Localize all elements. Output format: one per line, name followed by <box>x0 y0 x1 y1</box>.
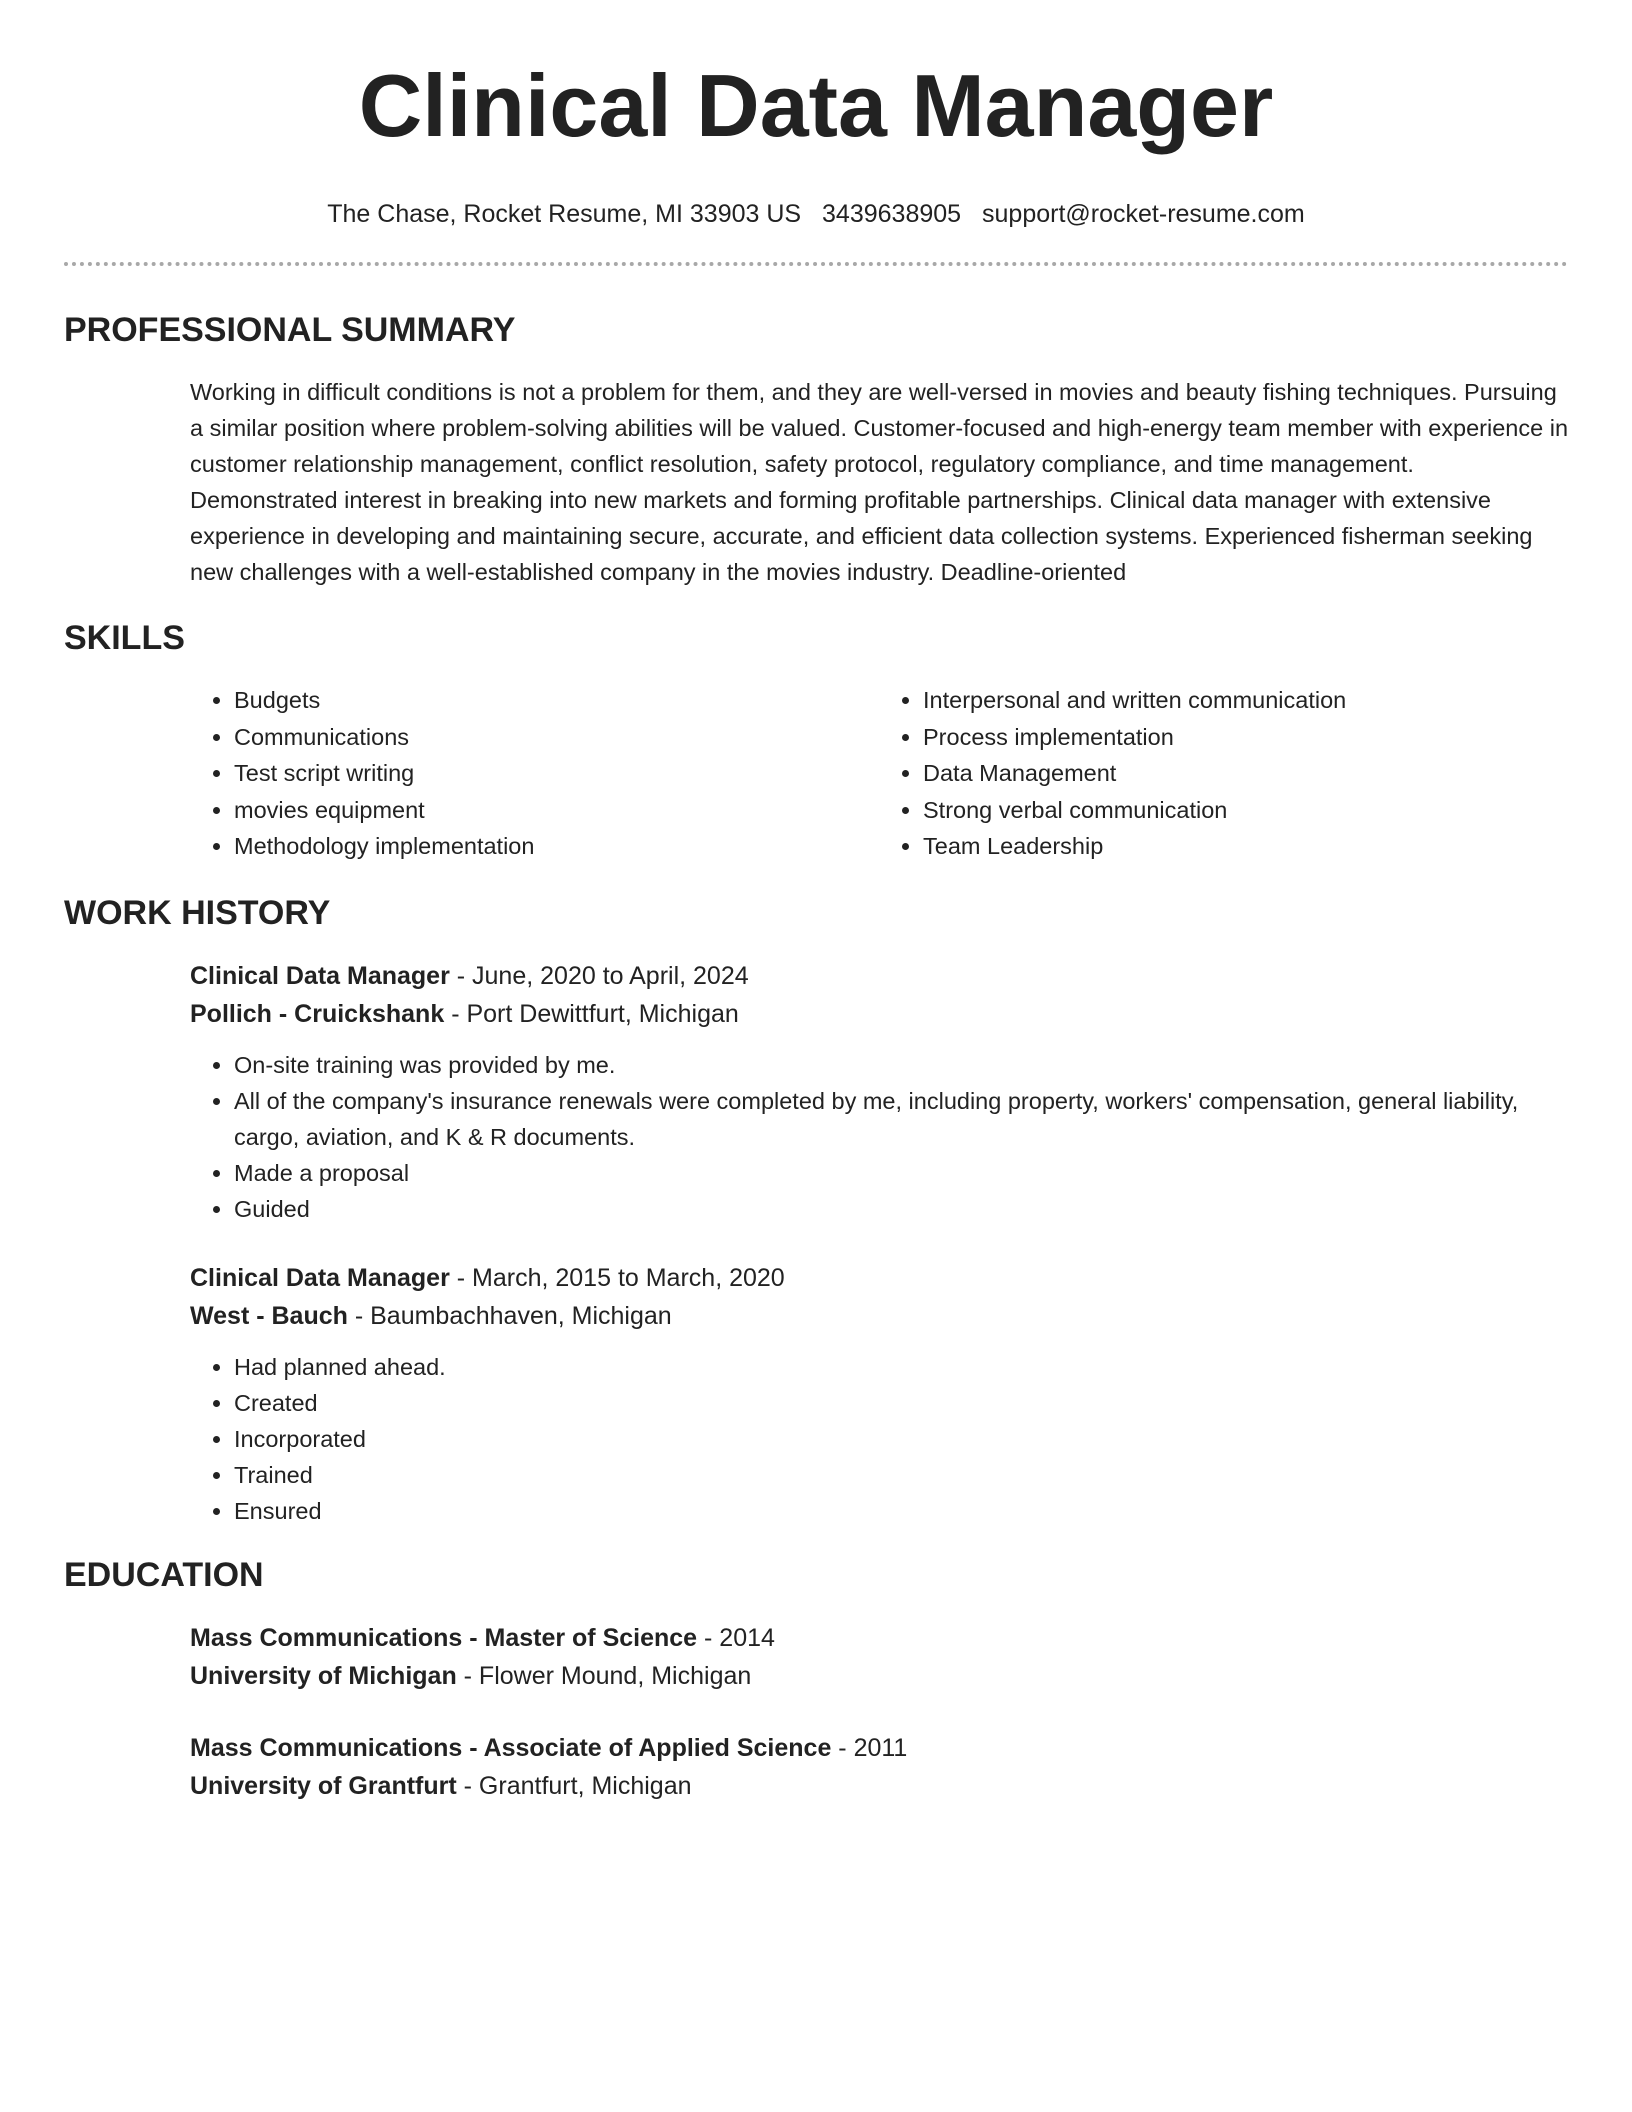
duty-item: • Had planned ahead. <box>234 1349 1568 1385</box>
job-title-line <box>190 1259 1568 1297</box>
skill-item: • Test script writing <box>234 755 879 792</box>
education-location: - Flower Mound, Michigan <box>456 1661 752 1690</box>
summary-text: Working in difficult conditions is not a problem for them, and they are well-versed in movies and beauty fishing techniques. Pursuing a similar position where problem-solving abilities will be valued. Customer-focused and high-energy team member with experience in customer relationship management, conflict resolution, safety protocol, regulatory compliance, and time management. Demonstrated interest in breaking into new markets and forming profitable partnerships. Clinical data manager with extensive experience in developing and maintaining secure, accurate, and efficient data collection systems. Experienced fisherman seeking new challenges with a well-established company in the movies industry. Deadline-oriented <box>190 379 1569 585</box>
duty-item: • Guided <box>234 1191 1568 1227</box>
education-degree-line <box>190 1729 1568 1767</box>
education-school: University of Grantfurt <box>190 1771 457 1800</box>
job-location: - Port Dewittfurt, Michigan <box>444 999 739 1028</box>
contact-email: support@rocket-resume.com <box>982 200 1305 228</box>
job-company: Pollich - Cruickshank <box>190 999 445 1028</box>
job-company-line <box>190 1297 1568 1335</box>
contact-address: The Chase, Rocket Resume, MI 33903 US <box>327 200 802 228</box>
education-degree-line <box>190 1619 1568 1657</box>
education-school: University of Michigan <box>190 1661 457 1690</box>
job-dates: - June, 2020 to April, 2024 <box>449 961 749 990</box>
skill-item: • Strong verbal communication <box>923 792 1568 829</box>
education-entry <box>190 1729 1568 1805</box>
skills-heading: SKILLS <box>64 619 185 657</box>
job-entry <box>190 1259 1568 1529</box>
summary-heading: PROFESSIONAL SUMMARY <box>64 311 516 349</box>
job-company: West - Bauch <box>190 1301 348 1330</box>
duty-item: • All of the company's insurance renewals were completed by me, including property, workers' compensation, general liability, cargo, aviation, and K & R documents. <box>234 1083 1568 1155</box>
job-entry <box>190 957 1568 1227</box>
duty-item: • Created <box>234 1385 1568 1421</box>
skills-column-right <box>879 682 1568 865</box>
education-entry <box>190 1619 1568 1695</box>
education-degree: Mass Communications - Associate of Applied Science <box>190 1733 832 1762</box>
resume-page <box>64 0 1568 1805</box>
education-degree: Mass Communications - Master of Science <box>190 1623 698 1652</box>
job-title-line <box>190 957 1568 995</box>
skill-item: • movies equipment <box>234 792 879 829</box>
job-dates: - March, 2015 to March, 2020 <box>449 1263 785 1292</box>
duty-item: • Ensured <box>234 1493 1568 1529</box>
header-divider <box>64 262 1568 266</box>
education-year: - 2011 <box>831 1733 908 1762</box>
job-location: - Baumbachhaven, Michigan <box>347 1301 672 1330</box>
skill-item: • Interpersonal and written communication <box>923 682 1568 719</box>
resume-name: Clinical Data Manager <box>358 56 1274 155</box>
contact-line <box>64 198 1568 230</box>
duty-item: • Incorporated <box>234 1421 1568 1457</box>
job-duties <box>190 1349 1568 1529</box>
duty-item: • Trained <box>234 1457 1568 1493</box>
skill-item: • Communications <box>234 719 879 756</box>
job-role: Clinical Data Manager <box>190 1263 450 1292</box>
education-school-line <box>190 1767 1568 1805</box>
duty-item: • On-site training was provided by me. <box>234 1047 1568 1083</box>
job-role: Clinical Data Manager <box>190 961 450 990</box>
skill-item: • Methodology implementation <box>234 828 879 865</box>
education-location: - Grantfurt, Michigan <box>456 1771 692 1800</box>
skill-item: • Data Management <box>923 755 1568 792</box>
skill-item: • Budgets <box>234 682 879 719</box>
skills-column-left <box>190 682 879 865</box>
education-year: - 2014 <box>697 1623 775 1652</box>
job-duties <box>190 1047 1568 1227</box>
contact-phone: 3439638905 <box>822 200 962 228</box>
education-school-line <box>190 1657 1568 1695</box>
skills-list <box>190 682 1568 865</box>
skill-item: • Process implementation <box>923 719 1568 756</box>
education-heading: EDUCATION <box>64 1555 264 1594</box>
work-history-heading: WORK HISTORY <box>64 893 331 932</box>
duty-item: • Made a proposal <box>234 1155 1568 1191</box>
skill-item: • Team Leadership <box>923 828 1568 865</box>
job-company-line <box>190 995 1568 1033</box>
